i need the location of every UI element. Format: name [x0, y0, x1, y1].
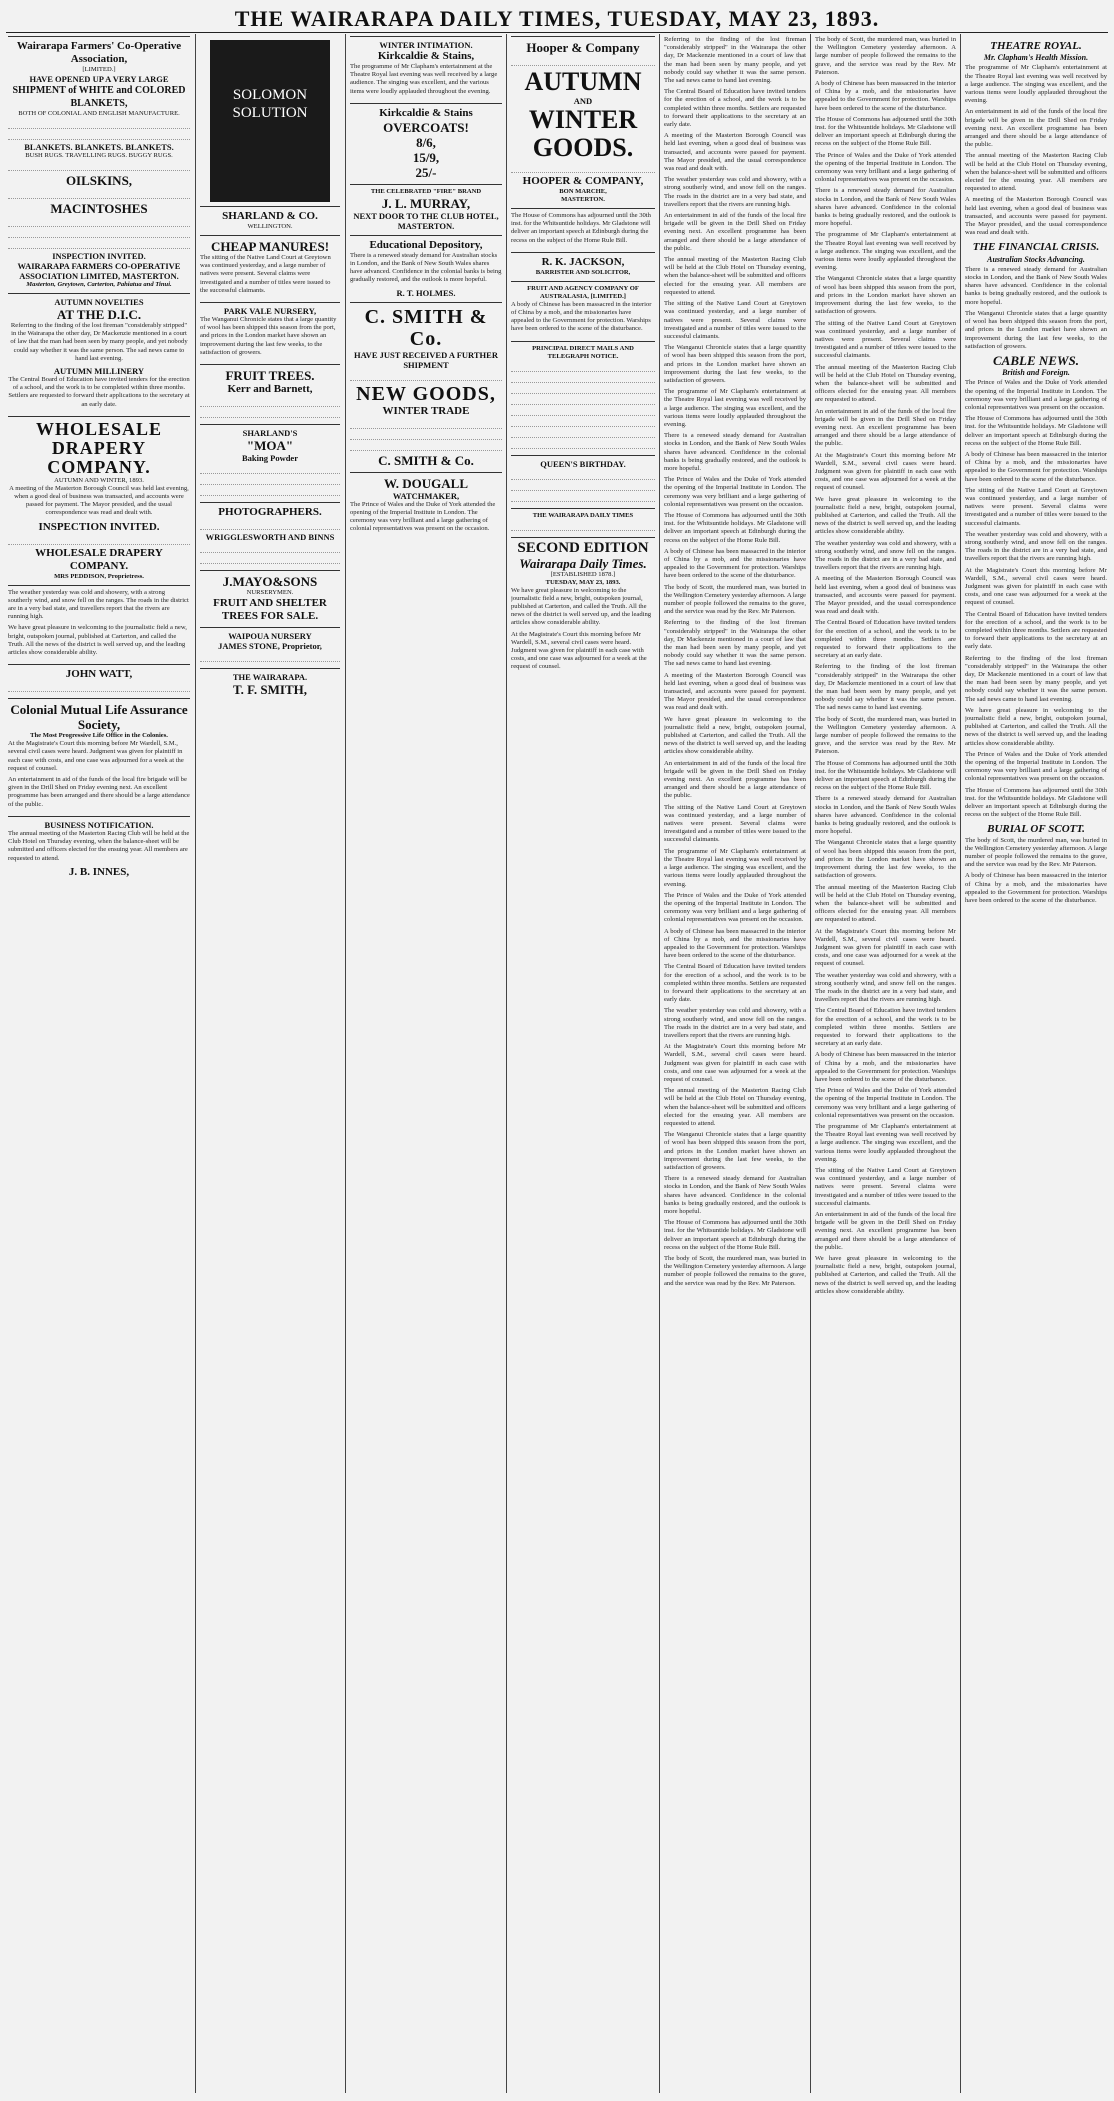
- murray-ad: [350, 184, 502, 235]
- article-text: The House of Commons has adjourned until the 30th inst. for the Whitsuntide holidays. Mr Gladstone will deliver an important speech at Edinburgh during the recess on the subject of the Home Rule Bill.: [815, 115, 956, 148]
- ad-line: AUTUMN NOVELTIES: [54, 297, 144, 307]
- ad-line: MACINTOSHES: [50, 201, 148, 216]
- article-text: A body of Chinese has been massacred in the interior of China by a mob, and the missionaries have appealed to the Government for protection. Warships have been ordered to the scene of the disturbance.: [511, 300, 652, 333]
- article-text: The Central Board of Education have invited tenders for the erection of a school, and the work is to be completed within three months. Settlers are requested to forward their applications to the secretary at an early date.: [965, 610, 1107, 651]
- article-text: The Prince of Wales and the Duke of York attended the opening of the Imperial Institute in London. The ceremony was very brilliant and a large gathering of colonial representatives was present on the occasion.: [815, 1087, 956, 1119]
- ad-line: FRUIT AND SHELTER TREES FOR SALE.: [213, 597, 327, 623]
- article-text: We have great pleasure in welcoming to the journalistic field a new, bright, outspoken journal, published at Carterton, and called the Truth. All the news of the district is well served up, and the leading articles show considerable ability.: [815, 1255, 956, 1295]
- article-text: The sitting of the Native Land Court at Greytown was continued yesterday, and a large number of natives were present. Several claims were investigated and a number of titles were issued to the successful claimants.: [815, 319, 956, 360]
- article-text: The sitting of the Native Land Court at Greytown was continued yesterday, and a large number of natives were present. Several claims were investigated and a number of titles were issued to the successful claimants.: [200, 254, 331, 294]
- article-text: The Central Board of Education have invited tenders for the erection of a school, and the work is to be completed within three months. Settlers are requested to forward their applications to the secretary at an early date.: [664, 88, 806, 129]
- article-text: The Prince of Wales and the Duke of York attended the opening of the Imperial Institute in London. The ceremony was very brilliant and a large gathering of colonial representatives was present on the occasion.: [965, 750, 1107, 783]
- masthead-rule: [6, 32, 1108, 33]
- article-text: Referring to the finding of the lost fireman "considerably stripped" in the Wairarapa the other day, Dr Mackenzie mentioned in a court of law that the man had been seen by many people, and yet nobody could say whether it was the same person. The sad news came to hand last evening.: [815, 663, 956, 712]
- ad-title: THE WAIRARAPA.: [232, 672, 308, 683]
- wholesale-drapery-ad: [8, 416, 190, 585]
- article-text: A body of Chinese has been massacred in the interior of China by a mob, and the missionaries have appealed to the Government for protection. Warships have been ordered to the scene of the disturbance.: [815, 1051, 956, 1083]
- ad-title: JOHN WATT,: [65, 668, 133, 681]
- ad-line: AND: [573, 96, 593, 106]
- ad-line: NEW GOODS,: [356, 382, 496, 405]
- column-4: [511, 36, 655, 2093]
- dic-ad: [8, 293, 190, 416]
- misc-notices: [8, 585, 190, 665]
- article-text: A meeting of the Masterton Borough Council was held last evening, when a good deal of business was transacted, and accounts were passed for payment. The Mayor presided, and the usual correspondence was read and dealt with.: [965, 196, 1107, 237]
- ad-price: 25/-: [415, 164, 437, 180]
- article-text: A meeting of the Masterton Borough Council was held last evening, when a good deal of business was transacted, and accounts were passed for payment. The Mayor presided, and the usual correspondence was read and dealt with.: [664, 671, 806, 712]
- article-text: The annual meeting of the Masterton Racing Club will be held at the Club Hotel on Thursday evening, when the balance-sheet will be submitted and officers elected for the ensuing year. All members are requested to attend.: [8, 829, 190, 862]
- article-text: The Wanganui Chronicle states that a large quantity of wool has been shipped this season from the port, and prices in the London market have shown an improvement during the last few weeks, to the satisfaction of growers.: [815, 839, 956, 880]
- daily-times-notice: [511, 508, 655, 537]
- article-text: At the Magistrate's Court this morning before Mr Wardell, S.M., several civil cases were heard. Judgment was given for plaintiff in each case with costs, and one case was adjourned for a week at the request of counsel.: [815, 451, 956, 492]
- article-text: The body of Scott, the murdered man, was buried in the Wellington Cemetery yesterday afternoon. A large number of people followed the remains to the grave, and the service was read by the Rev. Mr Paterson.: [664, 1255, 806, 1287]
- article-text: The weather yesterday was cold and showery, with a strong southerly wind, and snow fell on the ranges. The roads in the district are in a very bad state, and travellers report that the rivers are running high.: [815, 539, 956, 572]
- ad-line: MASTERTON.: [561, 196, 605, 203]
- paper-name: Wairarapa Daily Times.: [519, 555, 647, 571]
- section-heading: THE FINANCIAL CRISIS.: [972, 241, 1100, 254]
- ad-title: Wairarapa Farmers' Co-Operative Association,: [16, 40, 182, 65]
- article-text: The House of Commons has adjourned until the 30th inst. for the Whitsuntide holidays. Mr Gladstone will deliver an important speech at Edinburgh during the recess on the subject of the Home Rule Bill.: [664, 1219, 806, 1251]
- ad-line: WHOLESALE DRAPERY COMPANY.: [35, 546, 163, 572]
- ad-line: Masterton, Greytown, Carterton, Pahiatua and Tinui.: [26, 281, 172, 288]
- ad-title: SOLOMON SOLUTION: [232, 87, 308, 121]
- article-text: The annual meeting of the Masterton Racing Club will be held at the Club Hotel on Thursday evening, when the balance-sheet will be submitted and officers elected for the ensuing year. All members are requested to attend.: [664, 256, 806, 296]
- ad-line: WINTER: [528, 105, 638, 134]
- article-text: An entertainment in aid of the funds of the local fire brigade will be given in the Drill Shed on Friday evening next. An excellent programme has been arranged and there should be a large attendance of the public.: [815, 407, 956, 448]
- article-text: The Prince of Wales and the Duke of York attended the opening of the Imperial Institute in London. The ceremony was very brilliant and a large gathering of colonial representatives was present on the occasion.: [350, 500, 496, 533]
- article-text: A meeting of the Masterton Borough Council was held last evening, when a good deal of business was transacted, and accounts were passed for payment. The Mayor presided, and the usual correspondence was read and dealt with.: [9, 484, 189, 517]
- mails-notice: [511, 341, 655, 455]
- article-text: The Wanganui Chronicle states that a large quantity of wool has been shipped this season from the port, and prices in the London market have shown an improvement during the last few weeks, to the satisfaction of growers.: [664, 344, 806, 384]
- article-text: There is a renewed steady demand for Australian stocks in London, and the Bank of New South Wales shares have advanced. Confidence in the colonial banks is being gradually restored, and the outlook is more hopeful.: [965, 265, 1107, 306]
- article-text: Referring to the finding of the lost fireman "considerably stripped" in the Wairarapa the other day, Dr Mackenzie mentioned in a court of law that the man had been seen by many people, and yet nobody could say whether it was the same person. The sad news came to hand last evening.: [965, 654, 1107, 703]
- article-text: The House of Commons has adjourned until the 30th inst. for the Whitsuntide holidays. Mr Gladstone will deliver an important speech at Edinburgh during the recess on the subject of the Home Rule Bill.: [815, 759, 956, 792]
- educational-depository-ad: [350, 235, 502, 302]
- ad-title: Hooper & Company: [526, 40, 640, 55]
- ad-title: J.MAYO&SONS: [222, 574, 318, 590]
- ad-title: FRUIT TREES.: [225, 368, 315, 384]
- ad-line: HOOPER & COMPANY,: [522, 175, 644, 187]
- article-text: A body of Chinese has been massacred in the interior of China by a mob, and the missionaries have appealed to the Government for protection. Warships have been ordered to the scene of the disturbance.: [664, 547, 806, 580]
- article-text: The weather yesterday was cold and showery, with a strong southerly wind, and snow fell on the ranges. The roads in the district are in a very bad state, and travellers report that the rivers are running high.: [815, 971, 956, 1004]
- article-text: At the Magistrate's Court this morning before Mr Wardell, S.M., several civil cases were heard. Judgment was given for plaintiff in each case with costs, and one case was adjourned for a week at the request of counsel.: [664, 1043, 806, 1083]
- ad-line: BON MARCHE,: [559, 188, 607, 195]
- ad-name: J. B. INNES,: [68, 865, 130, 878]
- article-text: At the Magistrate's Court this morning before Mr Wardell, S.M., several civil cases were heard. Judgment was given for plaintiff in each case with costs, and one case was adjourned for a week at the request of counsel.: [8, 740, 184, 772]
- photographers-ad: [200, 502, 340, 570]
- ad-title: AT THE D.I.C.: [56, 307, 142, 322]
- winter-intimation-ad: [350, 36, 502, 103]
- farmers-association-ad: [8, 36, 190, 293]
- ad-price: 8/6,: [416, 134, 436, 150]
- fruit-agency-ad: [511, 281, 655, 341]
- sharland-ad: [200, 206, 340, 235]
- ad-line: BUSH RUGS. TRAVELLING RUGS. BUGGY RUGS.: [25, 152, 173, 159]
- article-text: The Wanganui Chronicle states that a large quantity of wool has been shipped this season from the port, and prices in the London market have shown an improvement during the last few weeks, to the satisfaction of growers.: [815, 275, 956, 316]
- park-vale-nursery-ad: [200, 302, 340, 364]
- column-5: [664, 36, 806, 2093]
- ad-line: Kirkcaldie & Stains,: [377, 50, 475, 62]
- article-text: The programme of Mr Clapham's entertainment at the Theatre Royal last evening was well received by a large audience. The singing was excellent, and the various items were loudly applauded throughout the evening.: [664, 847, 806, 888]
- ad-subtitle: WATCHMAKER,: [392, 490, 460, 501]
- article-text: The annual meeting of the Masterton Racing Club will be held at the Club Hotel on Thursday evening, when the balance-sheet will be submitted and officers elected for the ensuing year. All members are requested to attend.: [815, 883, 956, 924]
- fruit-trees-ad: [200, 364, 340, 424]
- ad-line: INSPECTION INVITED.: [38, 520, 160, 533]
- article-text: We have great pleasure in welcoming to the journalistic field a new, bright, outspoken journal, published at Carterton, and called the Truth. All the news of the district is well served up, and the leading articles show considerable ability.: [965, 706, 1107, 747]
- hooper-ad: [511, 36, 655, 208]
- ad-title: Colonial Mutual Life Assurance Society,: [10, 702, 188, 733]
- ad-subtitle: The Most Progressive Life Office in the Colonies.: [30, 732, 168, 740]
- ad-line: OVERCOATS!: [383, 119, 469, 135]
- article-text: The House of Commons has adjourned until the 30th inst. for the Whitsuntide holidays. Mr Gladstone will deliver an important speech at Edinburgh during the recess on the subject of the Home Rule Bill.: [965, 786, 1107, 819]
- article-text: The body of Scott, the murdered man, was buried in the Wellington Cemetery yesterday afternoon. A large number of people followed the remains to the grave, and the service was read by the Rev. Mr Paterson.: [664, 583, 806, 616]
- jackson-ad: [511, 252, 655, 281]
- edition-date: TUESDAY, MAY 23, 1893.: [545, 578, 621, 586]
- ad-line: BLANKETS. BLANKETS. BLANKETS.: [24, 142, 174, 152]
- article-text: The sitting of the Native Land Court at Greytown was continued yesterday, and a large number of natives were present. Several claims were investigated and a number of titles were issued to the successful claimants.: [965, 486, 1107, 527]
- article-text: We have great pleasure in welcoming to the journalistic field a new, bright, outspoken journal, published at Carterton, and called the Truth. All the news of the district is well served up, and the leading articles show considerable ability.: [8, 624, 187, 657]
- article-text: An entertainment in aid of the funds of the local fire brigade will be given in the Drill Shed on Friday evening next. An excellent programme has been arranged and there should be a large attendance of the public.: [965, 108, 1107, 149]
- article-text: A body of Chinese has been massacred in the interior of China by a mob, and the missionaries have appealed to the Government for protection. Warships have been ordered to the scene of the disturbance.: [815, 80, 956, 112]
- article-text: The programme of Mr Clapham's entertainment at the Theatre Royal last evening was well received by a large audience. The singing was excellent, and the various items were loudly applauded throughout the evening.: [815, 1122, 956, 1163]
- section-subheading: Mr. Clapham's Health Mission.: [983, 53, 1089, 63]
- ad-line: OILSKINS,: [65, 173, 133, 188]
- section-heading: CABLE NEWS.: [993, 352, 1079, 368]
- article-text: The weather yesterday was cold and showery, with a strong southerly wind, and snow fell on the ranges. The roads in the district are in a very bad state, and travellers report that the rivers are running high.: [664, 176, 806, 208]
- article-text: The House of Commons has adjourned until the 30th inst. for the Whitsuntide holidays. Mr Gladstone will deliver an important speech at Edinburgh during the recess on the subject of the Home Rule Bill.: [664, 511, 806, 544]
- moa-baking-powder-ad: [200, 424, 340, 502]
- tf-smith-ad: [200, 668, 340, 701]
- ad-line: AUTUMN MILLINERY: [53, 366, 145, 377]
- ad-subtitle: Kerr and Barnett,: [227, 383, 313, 396]
- article-text: The Central Board of Education have invited tenders for the erection of a school, and the work is to be completed within three months. Settlers are requested to forward their applications to the secretary at an early date.: [8, 376, 190, 408]
- article-text: At the Magistrate's Court this morning before Mr Wardell, S.M., several civil cases were heard. Judgment was given for plaintiff in each case with costs, and one case was adjourned for a week at the request of counsel.: [511, 630, 647, 671]
- ad-line: HAVE JUST RECEIVED A FURTHER SHIPMENT: [354, 349, 498, 370]
- article-text: The sitting of the Native Land Court at Greytown was continued yesterday, and a large number of natives were present. Several claims were investigated and a number of titles were issued to the successful claimants.: [664, 300, 806, 340]
- ad-name: J. L. MURRAY,: [381, 195, 471, 211]
- article-text: The body of Scott, the murdered man, was buried in the Wellington Cemetery yesterday afternoon. A large number of people followed the remains to the grave, and the service was read by the Rev. Mr Paterson.: [815, 36, 956, 76]
- ad-line: HAVE OPENED UP A VERY LARGE: [29, 74, 169, 84]
- article-text: There is a renewed steady demand for Australian stocks in London, and the Bank of New South Wales shares have advanced. Confidence in the colonial banks is being gradually restored, and the outlook is more hopeful.: [815, 187, 956, 228]
- column-divider: [195, 34, 196, 2093]
- article-text: A meeting of the Masterton Borough Council was held last evening, when a good deal of business was transacted, and accounts were passed for payment. The Mayor presided, and the usual correspondence was read and dealt with.: [664, 132, 806, 173]
- ad-subtitle: NEXT DOOR TO THE CLUB HOTEL, MASTERTON.: [353, 210, 499, 231]
- ad-price: 15/9,: [412, 149, 440, 165]
- article-text: The House of Commons has adjourned until the 30th inst. for the Whitsuntide holidays. Mr Gladstone will deliver an important speech at Edinburgh during the recess on the subject of the Home Rule Bill.: [511, 212, 651, 244]
- ad-name: R. T. HOLMES.: [396, 287, 456, 298]
- ad-title: BUSINESS NOTIFICATION.: [44, 819, 154, 830]
- ad-subtitle: BARRISTER AND SOLICITOR,: [535, 268, 631, 276]
- column-divider: [345, 34, 346, 2093]
- ad-title: PRINCIPAL DIRECT MAILS AND TELEGRAPH NOTICE.: [532, 344, 634, 360]
- article-text: The sitting of the Native Land Court at Greytown was continued yesterday, and a large number of natives were present. Several claims were investigated and a number of titles were issued to the successful claimants.: [815, 1167, 956, 1207]
- section-subheading: British and Foreign.: [1002, 368, 1070, 378]
- article-text: We have great pleasure in welcoming to the journalistic field a new, bright, outspoken journal, published at Carterton, and called the Truth. All the news of the district is well served up, and the leading articles show considerable ability.: [664, 715, 806, 756]
- ad-subtitle: AUTUMN AND WINTER, 1893.: [54, 476, 144, 484]
- article-text: There is a renewed steady demand for Australian stocks in London, and the Bank of New South Wales shares have advanced. Confidence in the colonial banks is being gradually restored, and the outlook is more hopeful.: [664, 1175, 806, 1216]
- notices: [511, 208, 655, 252]
- article-text: We have great pleasure in welcoming to the journalistic field a new, bright, outspoken journal, published at Carterton, and called the Truth. All the news of the district is well served up, and the leading articles show considerable ability.: [511, 586, 652, 627]
- article-text: There is a renewed steady demand for Australian stocks in London, and the Bank of New South Wales shares have advanced. Confidence in the colonial banks is being gradually restored, and the outlook is more hopeful.: [664, 432, 806, 472]
- solomon-solution-ad: [210, 40, 330, 202]
- ad-title: WAIPOUA NURSERY: [228, 631, 312, 642]
- ad-line: AUTUMN: [524, 67, 642, 96]
- ad-title: Educational Depository,: [369, 238, 483, 251]
- ad-line: BOTH OF COLONIAL AND ENGLISH MANUFACTURE.: [18, 110, 180, 117]
- article-text: A body of Chinese has been massacred in the interior of China by a mob, and the missionaries have appealed to the Government for protection. Warships have been ordered to the scene of the disturbance.: [965, 450, 1107, 483]
- masthead: THE WAIRARAPA DAILY TIMES, TUESDAY, MAY 23, 1893.: [234, 6, 880, 31]
- article-text: The programme of Mr Clapham's entertainment at the Theatre Royal last evening was well received by a large audience. The singing was excellent, and the various items were loudly applauded throughout the evening.: [664, 388, 806, 428]
- edition-title: SECOND EDITION: [517, 539, 649, 556]
- ad-subtitle: "MOA": [246, 438, 294, 454]
- ad-title: WHOLESALE DRAPERY COMPANY.: [35, 418, 163, 477]
- article-text: At the Magistrate's Court this morning before Mr Wardell, S.M., several civil cases were heard. Judgment was given for plaintiff in each case with costs, and one case was adjourned for a week at the request of counsel.: [815, 927, 956, 968]
- established: [ESTABLISHED 1878.]: [550, 570, 616, 578]
- john-watt-ad: [8, 664, 190, 698]
- ad-name: T. F. SMITH,: [232, 682, 308, 698]
- article-text: The annual meeting of the Masterton Racing Club will be held at the Club Hotel on Thursday evening, when the balance-sheet will be submitted and officers elected for the ensuing year. All members are requested to attend.: [815, 363, 956, 404]
- ad-title: W. DOUGALL: [383, 475, 469, 491]
- article-text: We have great pleasure in welcoming to the journalistic field a new, bright, outspoken journal, published at Carterton, and called the Truth. All the news of the district is well served up, and the leading articles show considerable ability.: [815, 495, 956, 536]
- article-text: The sitting of the Native Land Court at Greytown was continued yesterday, and a large number of natives were present. Several claims were investigated and a number of titles were issued to the successful claimants.: [664, 803, 806, 844]
- article-text: The annual meeting of the Masterton Racing Club will be held at the Club Hotel on Thursday evening, when the balance-sheet will be submitted and officers elected for the ensuing year. All members are requested to attend.: [965, 152, 1107, 193]
- article-text: The programme of Mr Clapham's entertainment at the Theatre Royal last evening was well received by a large audience. The singing was excellent, and the various items were loudly applauded throughout the evening.: [815, 231, 956, 272]
- article-text: The Central Board of Education have invited tenders for the erection of a school, and the work is to be completed within three months. Settlers are requested to forward their applications to the secretary at an early date.: [815, 1007, 956, 1048]
- column-divider: [506, 34, 507, 2093]
- ad-name: C. SMITH & Co.: [378, 452, 474, 468]
- ad-title: CHEAP MANURES!: [210, 239, 330, 254]
- article-text: An entertainment in aid of the funds of the local fire brigade will be given in the Drill Shed on Friday evening next. An excellent programme has been arranged and there should be a large attendance of the public.: [664, 212, 806, 252]
- dougall-ad: [350, 472, 502, 541]
- ad-line: Baking Powder: [242, 453, 298, 464]
- ad-title: Kirkcaldie & Stains: [379, 106, 473, 119]
- article-text: An entertainment in aid of the funds of the local fire brigade will be given in the Drill Shed on Friday evening next. An excellent programme has been arranged and there should be a large attendance of the public.: [8, 776, 190, 808]
- article-text: There is a renewed steady demand for Australian stocks in London, and the Bank of New South Wales shares have advanced. Confidence in the colonial banks is being gradually restored, and the outlook is more hopeful.: [350, 251, 502, 284]
- queens-birthday-notice: [511, 455, 655, 508]
- column-7: [965, 36, 1107, 2093]
- article-text: The Wanganui Chronicle states that a large quantity of wool has been shipped this season from the port, and prices in the London market have shown an improvement during the last few weeks, to the satisfaction of growers.: [965, 309, 1107, 350]
- cheap-manures-ad: [200, 235, 340, 302]
- section-heading: BURIAL OF SCOTT.: [987, 823, 1085, 836]
- article-text: The Prince of Wales and the Duke of York attended the opening of the Imperial Institute in London. The ceremony was very brilliant and a large gathering of colonial representatives was present on the occasion.: [664, 476, 806, 508]
- ad-title: R. K. JACKSON,: [541, 255, 625, 268]
- mayo-sons-ad: [200, 570, 340, 627]
- column-divider: [659, 34, 660, 2093]
- column-divider: [810, 34, 811, 2093]
- article-text: Referring to the finding of the lost fireman "considerably stripped" in the Wairarapa the other day, Dr Mackenzie mentioned in a court of law that the man had been seen by many people, and yet nobody could say whether it was the same person. The sad news came to hand last evening.: [664, 619, 806, 668]
- column-2: [200, 36, 340, 2093]
- article-text: A body of Chinese has been massacred in the interior of China by a mob, and the missionaries have appealed to the Government for protection. Warships have been ordered to the scene of the disturbance.: [965, 872, 1107, 905]
- article-text: A meeting of the Masterton Borough Council was held last evening, when a good deal of business was transacted, and accounts were passed for payment. The Mayor presided, and the usual correspondence was read and dealt with.: [815, 575, 956, 616]
- article-text: The programme of Mr Clapham's entertainment at the Theatre Royal last evening was well received by a large audience. The singing was excellent, and the various items were loudly applauded throughout the evening.: [965, 64, 1107, 105]
- article-text: The Central Board of Education have invited tenders for the erection of a school, and the work is to be completed within three months. Settlers are requested to forward their applications to the secretary at an early date.: [815, 619, 956, 660]
- article-text: The annual meeting of the Masterton Racing Club will be held at the Club Hotel on Thursday evening, when the balance-sheet will be submitted and officers elected for the ensuing year. All members are requested to attend.: [664, 1087, 806, 1127]
- colonial-mutual-ad: [8, 698, 190, 816]
- column-3: [350, 36, 502, 2093]
- kirkcaldie-stains-ad: [350, 103, 502, 184]
- article-text: There is a renewed steady demand for Australian stocks in London, and the Bank of New South Wales shares have advanced. Confidence in the colonial banks is being gradually restored, and the outlook is more hopeful.: [815, 795, 956, 836]
- article-text: Referring to the finding of the lost fireman "considerably stripped" in the Wairarapa the other day, Dr Mackenzie mentioned in a court of law that the man had been seen by many people, and yet nobody could say whether it was the same person. The sad news came to hand last evening.: [664, 36, 806, 85]
- article-text: Referring to the finding of the lost fireman "considerably stripped" in the Wairarapa the other day, Dr Mackenzie mentioned in a court of law that the man had been seen by many people, and yet nobody could say whether it was the same person. The sad news came to hand last evening.: [10, 322, 188, 362]
- ad-subtitle: WELLINGTON.: [247, 223, 293, 230]
- ad-line: WINTER TRADE: [382, 404, 470, 417]
- ad-name: WRIGGLESWORTH AND BINNS: [205, 532, 335, 543]
- ad-line: GOODS.: [532, 133, 634, 162]
- ad-title: SHARLAND'S: [242, 428, 298, 439]
- ad-title: QUEEN'S BIRTHDAY.: [540, 458, 626, 469]
- article-text: The weather yesterday was cold and showery, with a strong southerly wind, and snow fell on the ranges. The roads in the district are in a very bad state, and travellers report that the rivers are running high.: [664, 1007, 806, 1039]
- article-text: The Prince of Wales and the Duke of York attended the opening of the Imperial Institute in London. The ceremony was very brilliant and a large gathering of colonial representatives was present on the occasion.: [664, 891, 806, 924]
- ad-title: PARK VALE NURSERY,: [223, 306, 317, 317]
- article-text: The Wanganui Chronicle states that a large quantity of wool has been shipped this season from the port, and prices in the London market have shown an improvement during the last few weeks, to the satisfaction of growers.: [200, 316, 337, 356]
- article-text: At the Magistrate's Court this morning before Mr Wardell, S.M., several civil cases were heard. Judgment was given for plaintiff in each case with costs, and one case was adjourned for a week at the request of counsel.: [965, 566, 1107, 607]
- section-subheading: Australian Stocks Advancing.: [987, 254, 1085, 264]
- ad-line: WAIRARAPA FARMERS CO-OPERATIVE ASSOCIATION LIMITED, MASTERTON.: [17, 261, 181, 281]
- article-text: The weather yesterday was cold and showery, with a strong southerly wind, and snow fell on the ranges. The roads in the district are in a very bad state, and travellers report that the rivers are running high.: [965, 530, 1107, 563]
- ad-title: FRUIT AND AGENCY COMPANY OF AUSTRALASIA, [LIMITED.]: [527, 284, 639, 300]
- c-smith-ad: [350, 302, 502, 472]
- article-text: The body of Scott, the murdered man, was buried in the Wellington Cemetery yesterday afternoon. A large number of people followed the remains to the grave, and the service was read by the Rev. Mr Paterson.: [965, 836, 1107, 869]
- ad-line: SHIPMENT of WHITE and COLORED BLANKETS,: [12, 85, 186, 109]
- column-6: [815, 36, 956, 2093]
- ad-line: INSPECTION INVITED.: [52, 251, 146, 261]
- ad-subtitle: [LIMITED.]: [82, 66, 116, 73]
- article-text: The Wanganui Chronicle states that a large quantity of wool has been shipped this season from the port, and prices in the London market have shown an improvement during the last few weeks, to the satisfaction of growers.: [664, 1131, 806, 1171]
- article-text: An entertainment in aid of the funds of the local fire brigade will be given in the Drill Shed on Friday evening next. An excellent programme has been arranged and there should be a large attendance of the public.: [664, 759, 806, 800]
- article-text: An entertainment in aid of the funds of the local fire brigade will be given in the Drill Shed on Friday evening next. An excellent programme has been arranged and there should be a large attendance of the public.: [815, 1211, 956, 1251]
- ad-title: SHARLAND & CO.: [222, 210, 318, 222]
- column-divider: [960, 34, 961, 2093]
- ad-title: THE CELEBRATED "FIRE" BRAND: [370, 187, 482, 195]
- second-edition-header: [511, 537, 655, 679]
- article-text: The body of Scott, the murdered man, was buried in the Wellington Cemetery yesterday afternoon. A large number of people followed the remains to the grave, and the service was read by the Rev. Mr Paterson.: [815, 715, 956, 756]
- ad-title: PHOTOGRAPHERS.: [218, 506, 322, 519]
- article-text: The programme of Mr Clapham's entertainment at the Theatre Royal last evening was well received by a large audience. The singing was excellent, and the various items were loudly applauded throughout the evening.: [350, 63, 498, 95]
- article-text: The House of Commons has adjourned until the 30th inst. for the Whitsuntide holidays. Mr Gladstone will deliver an important speech at Edinburgh during the recess on the subject of the Home Rule Bill.: [965, 415, 1107, 447]
- ad-subtitle: JAMES STONE, Proprietor,: [218, 641, 322, 652]
- column-1: [8, 36, 190, 2093]
- waipoua-nursery-ad: [200, 627, 340, 668]
- ad-subtitle: NURSERYMEN.: [246, 589, 294, 597]
- ad-line: MRS PEDDISON, Proprietress.: [54, 572, 144, 580]
- ad-title: C. SMITH & Co.: [364, 305, 488, 350]
- article-text: The Prince of Wales and the Duke of York attended the opening of the Imperial Institute in London. The ceremony was very brilliant and a large gathering of colonial representatives was present on the occasion.: [815, 151, 956, 184]
- article-text: A body of Chinese has been massacred in the interior of China by a mob, and the missionaries have appealed to the Government for protection. Warships have been ordered to the scene of the disturbance.: [664, 927, 806, 960]
- article-text: The weather yesterday was cold and showery, with a strong southerly wind, and snow fell on the ranges. The roads in the district are in a very bad state, and travellers report that the rivers are running high.: [8, 588, 189, 621]
- business-notification-ad: [8, 816, 190, 883]
- ad-title: WINTER INTIMATION.: [379, 40, 473, 50]
- article-text: The Central Board of Education have invited tenders for the erection of a school, and the work is to be completed within three months. Settlers are requested to forward their applications to the secretary at an early date.: [664, 963, 806, 1004]
- section-heading: THEATRE ROYAL.: [990, 40, 1082, 52]
- ad-title: THE WAIRARAPA DAILY TIMES: [532, 511, 634, 519]
- article-text: The Prince of Wales and the Duke of York attended the opening of the Imperial Institute in London. The ceremony was very brilliant and a large gathering of colonial representatives was present on the occasion.: [965, 379, 1107, 411]
